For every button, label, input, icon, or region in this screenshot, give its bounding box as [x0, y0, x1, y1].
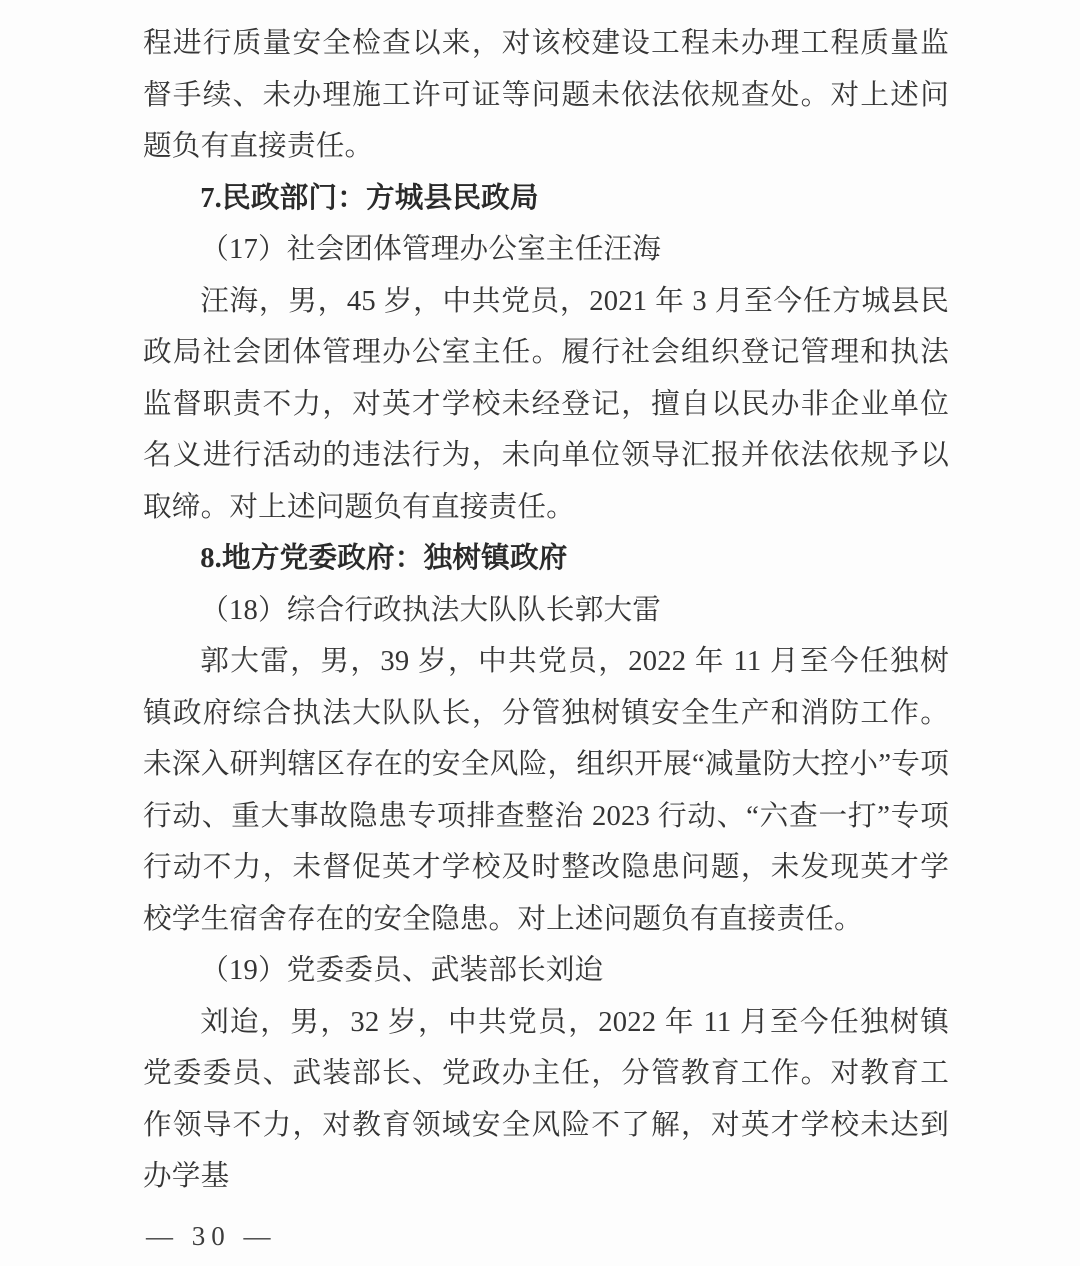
text-block-heading: 8.地方党委政府：独树镇政府	[200, 543, 568, 574]
text-block-continuation: 程进行质量安全检查以来，对该校建设工程未办理工程质量监督手续、未办理施工许可证等问题未依法依规查处。对上述问题负有直接责任。	[143, 28, 949, 162]
document-content	[143, 18, 949, 1203]
text-block-subheading: （17）社会团体管理办公室主任汪海	[200, 234, 662, 265]
page-number: — 30 —	[146, 1221, 277, 1251]
text-block-paragraph: 刘迨，男，32 岁，中共党员，2022 年 11 月至今任独树镇党委委员、武装部长、党政办主任，分管教育工作。对教育工作领导不力，对教育领域安全风险不了解，对英才学校未达到办学基	[143, 1006, 949, 1192]
text-block-paragraph: 汪海，男，45 岁，中共党员，2021 年 3 月至今任方城县民政局社会团体管理办公室主任。履行社会组织登记管理和执法监督职责不力，对英才学校未经登记，擅自以民办非企业单位名义进行活动的违法行为，未向单位领导汇报并依法依规予以取缔。对上述问题负有直接责任。	[143, 285, 949, 523]
page-footer	[146, 1221, 952, 1252]
text-block-subheading: （19）党委委员、武装部长刘迨	[200, 955, 604, 986]
text-block-heading: 7.民政部门：方城县民政局	[200, 182, 539, 214]
text-block-paragraph: 郭大雷，男，39 岁，中共党员，2022 年 11 月至今任独树镇政府综合执法大队队长，分管独树镇安全生产和消防工作。未深入研判辖区存在的安全风险，组织开展“减量防大控小”专项行动、重大事故隐患专项排查整治 2023 行动、“六查一打”专项行动不力，未督促英才学校及时整改隐患问题，未发现英才学校学生宿舍存在的安全隐患。对上述问题负有直接责任。	[143, 646, 949, 935]
text-block-subheading: （18）综合行政执法大队队长郭大雷	[200, 594, 662, 626]
